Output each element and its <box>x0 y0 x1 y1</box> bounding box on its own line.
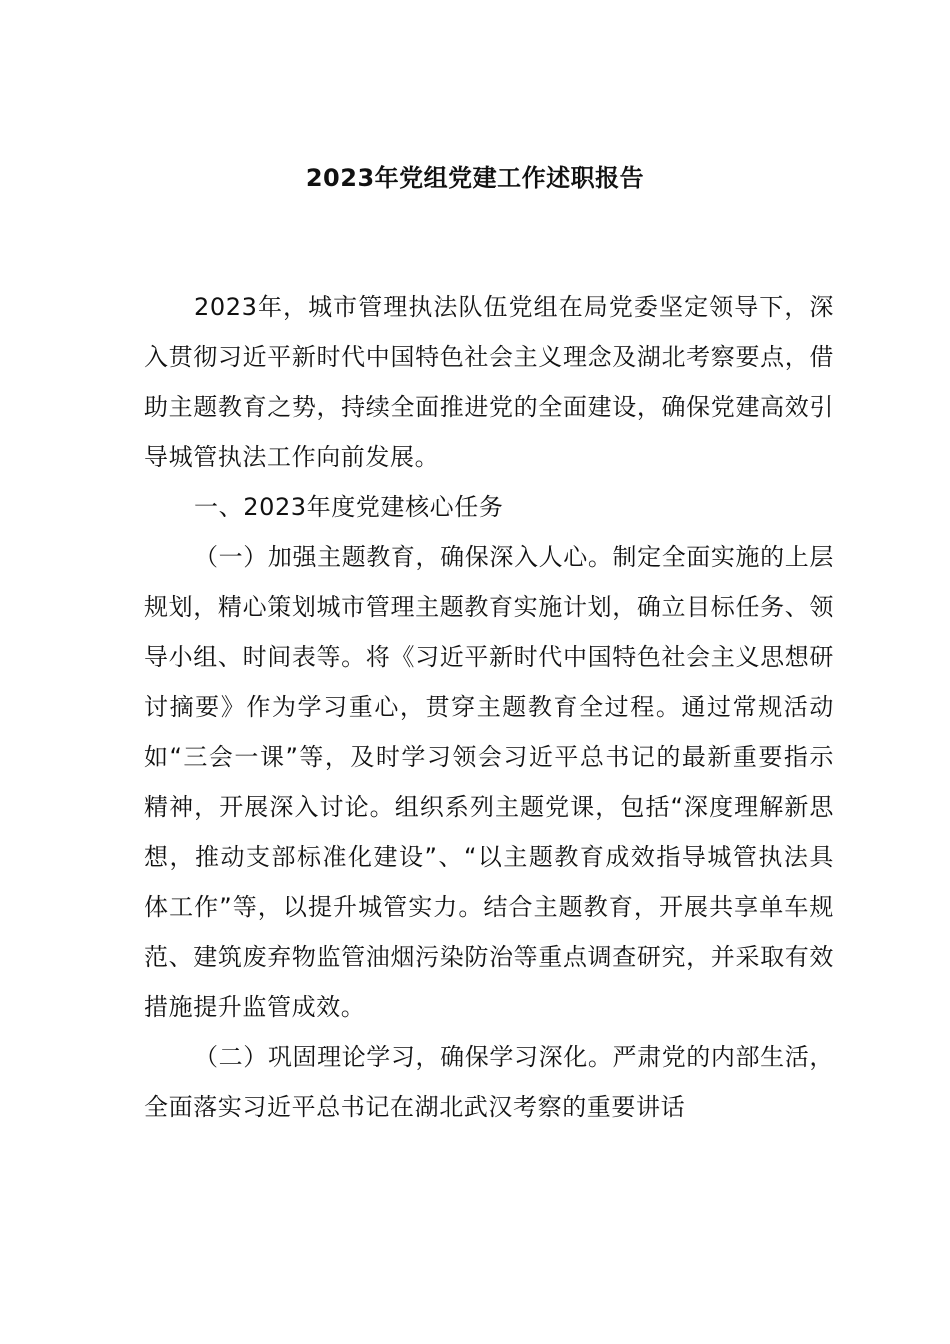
paragraph-task-2: （二）巩固理论学习，确保学习深化。严肃党的内部生活，全面落实习近平总书记在湖北武汉考察的重要讲话 <box>144 1043 834 1121</box>
document-body <box>144 282 834 1132</box>
section-heading-1: 一、2023年度党建核心任务 <box>194 493 504 521</box>
paragraph-task-1: （一）加强主题教育，确保深入人心。制定全面实施的上层规划，精心策划城市管理主题教育实施计划，确立目标任务、领导小组、时间表等。将《习近平新时代中国特色社会主义思想研讨摘要》作为学习重心，贯穿主题教育全过程。通过常规活动如“三会一课”等，及时学习领会习近平总书记的最新重要指示精神，开展深入讨论。组织系列主题党课，包括“深度理解新思想，推动支部标准化建设”、“以主题教育成效指导城管执法具体工作”等，以提升城管实力。结合主题教育，开展共享单车规范、建筑废弃物监管油烟污染防治等重点调查研究，并采取有效措施提升监管成效。 <box>144 543 834 1021</box>
document-title: 2023年党组党建工作述职报告 <box>305 164 645 192</box>
paragraph-intro: 2023年，城市管理执法队伍党组在局党委坚定领导下，深入贯彻习近平新时代中国特色社会主义理念及湖北考察要点，借助主题教育之势，持续全面推进党的全面建设，确保党建高效引导城管执法工作向前发展。 <box>144 293 834 471</box>
